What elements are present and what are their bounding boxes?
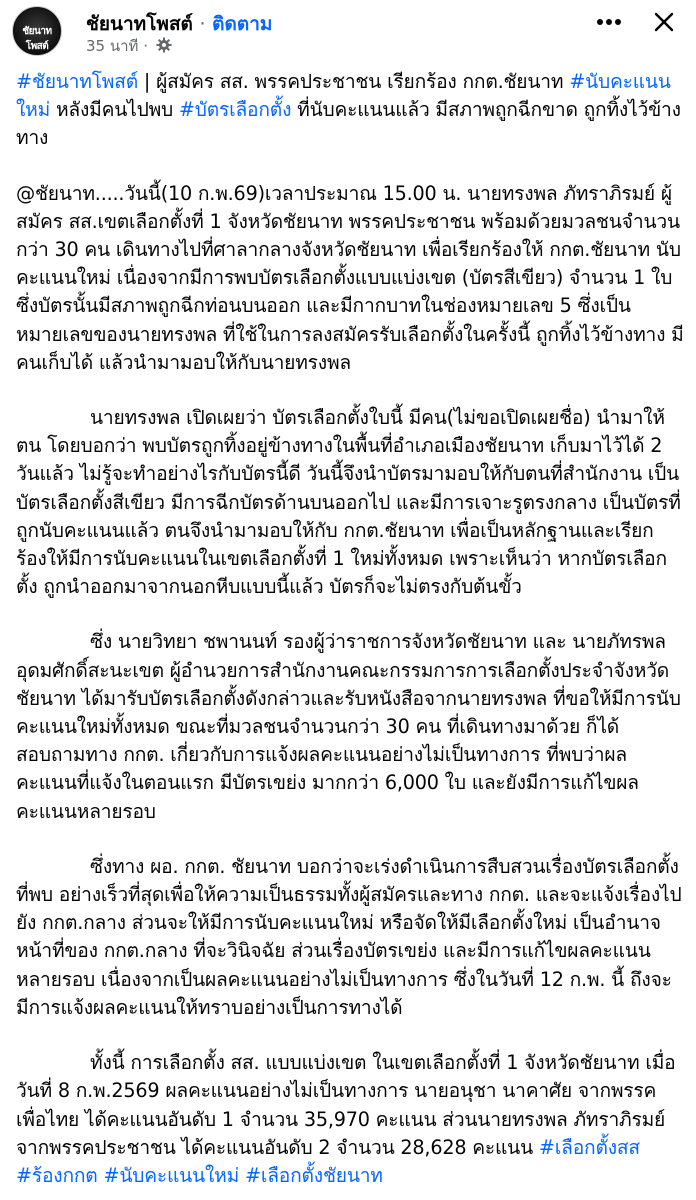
- hashtag-link[interactable]: #เลือกตั้งชัยนาท: [244, 1163, 383, 1187]
- headline-text: ที่นับคะแนนแล้ว มีสภาพถูกฉีกขาด ถูกทิ้งไว้ข้างทาง: [16, 98, 681, 150]
- more-icon: [592, 8, 626, 36]
- gear-icon[interactable]: [156, 37, 172, 57]
- post-headline: [16, 68, 684, 153]
- post-body: [16, 68, 684, 1190]
- meta-separator: ·: [143, 37, 148, 55]
- final-paragraph-text: ทั้งนี้ การเลือกตั้ง สส. แบบแบ่งเขต ในเขตเลือกตั้งที่ 1 จังหวัดชัยนาท เมื่อวันที่ 8 ก.พ.2569 ผลคะแนนอย่างไม่เป็นทางการ นายอนุชา นาคาศัย จากพรรคเพื่อไทย ได้คะแนนอันดับ 1 จำนวน 35,970 คะแนน ส่วนนายทรงพล ภัทราภิรมย์ จากพรรคประชาชน ได้คะแนนอันดับ 2 จำนวน 28,628 คะแนน: [16, 1051, 676, 1159]
- post-paragraph-final: [16, 1049, 684, 1190]
- post-paragraph: นายทรงพล เปิดเผยว่า บัตรเลือกตั้งใบนี้ มีคน(ไม่ขอเปิดเผยชื่อ) นำมาให้ตน โดยบอกว่า พบบัตรถูกทิ้งอยู่ข้างทางในพื้นที่อำเภอเมืองชัยนาท เก็บมาไว้ได้ 2 วันแล้ว ไม่รู้จะทำอย่างไรกับบัตรนี้ดี วันนี้จึงนำบัตรมามอบให้กับตนที่สำนักงาน เป็นบัตรเลือกตั้งสีเขียว มีการฉีกบัตรด้านบนออกไป และมีการเจาะรูตรงกลาง เป็นบัตรที่ถูกนับคะแนนแล้ว ตนจึงนำมามอบให้กับ กกต.ชัยนาท เพื่อเป็นหลักฐานและเรียกร้องให้มีการนับคะแนนในเขตเลือกตั้งที่ 1 ใหม่ทั้งหมด เพราะเห็นว่า หากบัตรเลือกตั้ง ถูกนำออกมาจากนอกหีบแบบนี้แล้ว บัตรก็จะไม่ตรงกับต้นขั้ว: [16, 406, 681, 599]
- post-meta: [86, 34, 172, 58]
- close-icon: [648, 6, 680, 38]
- page-name-link[interactable]: ชัยนาทโพสต์: [86, 13, 193, 35]
- post-paragraph: ซึ่งทาง ผอ. กกต. ชัยนาท บอกว่าจะเร่งดำเนินการสืบสวนเรื่องบัตรเลือกตั้งที่พบ อย่างเร็วที่สุดเพื่อให้ความเป็นธรรมทั้งผู้สมัครและทาง กกต. และจะแจ้งเรื่องไปยัง กกต.กลาง ส่วนจะให้มีการนับคะแนนใหม่ หรือจัดให้มีเลือกตั้งใหม่ เป็นอำนาจหน้าที่ของ กกต.กลาง ที่จะวินิจฉัย ส่วนเรื่องบัตรเขย่ง และมีการแก้ไขผลคะแนนหลายรอบ เนื่องจากเป็นผลคะแนนอย่างไม่เป็นทางการ ซึ่งในวันที่ 12 ก.พ. นี้ ถึงจะมีการแจ้งผลคะแนนให้ทราบอย่างเป็นการทางได้: [16, 854, 682, 1019]
- hashtag-link[interactable]: #นับคะแนนใหม่: [103, 1163, 240, 1187]
- avatar-logo-text: ชัยนาทโพสต์: [22, 26, 52, 52]
- page-avatar[interactable]: [12, 6, 62, 56]
- post-header: [0, 0, 696, 62]
- post-paragraph: @ชัยนาท.....วันนี้(10 ก.พ.69)เวลาประมาณ 15.00 น. นายทรงพล ภัทราภิรมย์ ผู้สมัคร สส.เขตเลือกตั้งที่ 1 จังหวัดชัยนาท พรรคประชาชน พร้อมด้วยมวลชนจำนวนกว่า 30 คน เดินทางไปที่ศาลากลางจังหวัดชัยนาท เพื่อเรียกร้องให้ กกต.ชัยนาท นับคะแนนใหม่ เนื่องจากมีการพบบัตรเลือกตั้งแบบแบ่งเขต (บัตรสีเขียว) จำนวน 1 ใบ ซึ่งบัตรนั้นมีสภาพถูกฉีกท่อนบนออก และมีกากบาทในช่องหมายเลข 5 ซึ่งเป็นหมายเลขของนายทรงพล ที่ใช้ในการลงสมัครรับเลือกตั้งในครั้งนี้ ถูกทิ้งไว้ข้างทาง มีคนเก็บได้ แล้วนำมามอบให้กับนายทรงพล: [16, 181, 684, 374]
- headline-text: | ผู้สมัคร สส. พรรคประชาชน เรียกร้อง กกต.ชัยนาท: [138, 70, 570, 93]
- hashtag-link[interactable]: #เลือกตั้งสส: [538, 1135, 640, 1159]
- follow-button[interactable]: ติดตาม: [212, 13, 273, 35]
- name-separator: ·: [199, 13, 206, 35]
- hashtag-link[interactable]: #ร้องกกต: [16, 1163, 98, 1187]
- post-paragraph: ซึ่ง นายวิทยา ชพานนท์ รองผู้ว่าราชการจังหวัดชัยนาท และ นายภัทรพล อุดมศักดิ์สะนะเขต ผู้อำนวยการสำนักงานคณะกรรมการการเลือกตั้งประจำจังหวัดชัยนาท ได้มารับบัตรเลือกตั้งดังกล่าวและรับหนังสือจากนายทรงพล ที่ขอให้มีการนับคะแนนใหม่ทั้งหมด ขณะที่มวลชนจำนวนกว่า 30 คน ที่เดินทางมาด้วย ก็ได้สอบถามทาง กกต. เกี่ยวกับการแจ้งผลคะแนนอย่างไม่เป็นทางการ ที่พบว่าผลคะแนนที่แจ้งในตอนแรก มีบัตรเขย่ง มากกว่า 6,000 ใบ และยังมีการแก้ไขผลคะแนนหลายรอบ: [16, 630, 681, 823]
- hashtag-link[interactable]: #บัตรเลือกตั้ง: [178, 98, 292, 122]
- close-button[interactable]: [648, 6, 680, 38]
- post-timestamp[interactable]: 35 นาที: [86, 37, 139, 55]
- more-options-button[interactable]: [592, 8, 626, 36]
- headline-text: หลังมีคนไปพบ: [50, 98, 179, 122]
- hashtag-link[interactable]: #ชัยนาทโพสต์: [16, 70, 139, 93]
- hashtag-link[interactable]: #นับคะแนนใหม่: [16, 70, 671, 122]
